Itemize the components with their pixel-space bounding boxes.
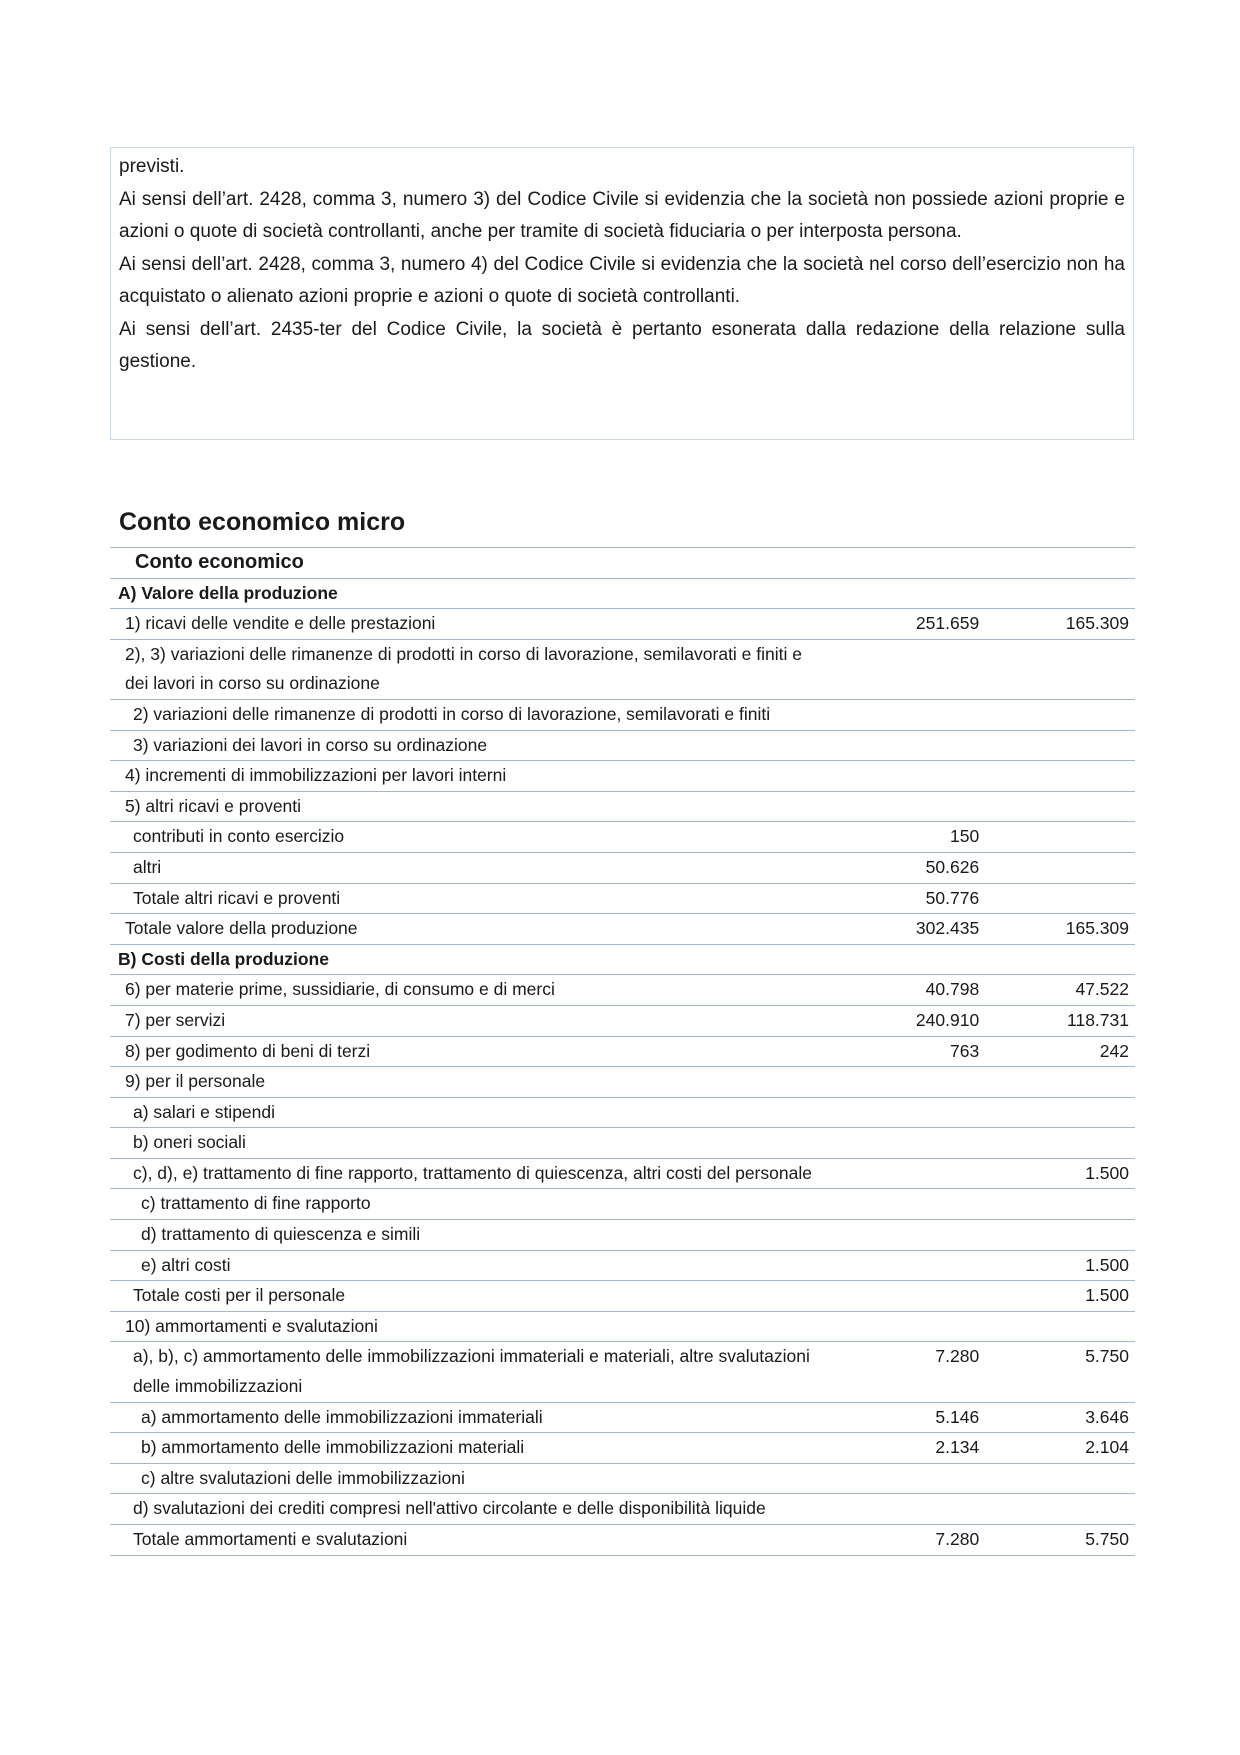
row-label: 4) incrementi di immobilizzazioni per lavori interni — [110, 761, 835, 792]
row-value-previous: 5.750 — [985, 1525, 1135, 1556]
row-value-previous — [985, 1189, 1135, 1220]
row-label: a) ammortamento delle immobilizzazioni immateriali — [110, 1402, 835, 1433]
row-value-previous — [985, 944, 1135, 975]
row-value-previous: 242 — [985, 1036, 1135, 1067]
row-value-previous — [985, 639, 1135, 699]
table-row — [110, 1494, 1135, 1525]
row-label: B) Costi della produzione — [110, 944, 835, 975]
row-value-current — [835, 761, 985, 792]
row-value-previous — [985, 730, 1135, 761]
row-value-previous — [985, 1311, 1135, 1342]
row-value-current — [835, 791, 985, 822]
row-label: c) trattamento di fine rapporto — [110, 1189, 835, 1220]
row-value-previous — [985, 578, 1135, 609]
table-row — [110, 639, 1135, 699]
row-label: 2) variazioni delle rimanenze di prodotti in corso di lavorazione, semilavorati e finiti — [110, 699, 835, 730]
table-row — [110, 883, 1135, 914]
row-value-current: 50.626 — [835, 852, 985, 883]
table-row — [110, 1342, 1135, 1402]
row-label: altri — [110, 852, 835, 883]
row-label: 9) per il personale — [110, 1067, 835, 1098]
section-title: Conto economico micro — [119, 508, 406, 536]
table-row — [110, 1525, 1135, 1556]
row-value-current: 40.798 — [835, 975, 985, 1006]
row-value-current — [835, 730, 985, 761]
row-value-previous — [985, 1494, 1135, 1525]
paragraph: Ai sensi dell’art. 2428, comma 3, numero 3) del Codice Civile si evidenzia che la società non possiede azioni proprie e azioni o quote di società controllanti, anche per tramite di società fiduciaria o per interposta persona. — [119, 188, 1125, 242]
row-value-previous — [985, 1220, 1135, 1251]
table-row — [110, 791, 1135, 822]
table-row — [110, 1189, 1135, 1220]
row-label: d) svalutazioni dei crediti compresi nell'attivo circolante e delle disponibilità liquide — [110, 1494, 835, 1525]
row-label: e) altri costi — [110, 1250, 835, 1281]
table-header: Conto economico — [110, 548, 835, 579]
row-label: 10) ammortamenti e svalutazioni — [110, 1311, 835, 1342]
table-row — [110, 1463, 1135, 1494]
row-label: 6) per materie prime, sussidiarie, di consumo e di merci — [110, 975, 835, 1006]
row-label: b) ammortamento delle immobilizzazioni materiali — [110, 1433, 835, 1464]
row-label: Totale valore della produzione — [110, 914, 835, 945]
income-statement-table — [110, 547, 1135, 1556]
row-label: 2), 3) variazioni delle rimanenze di prodotti in corso di lavorazione, semilavorati e finiti e dei lavori in corso su ordinazione — [110, 639, 835, 699]
row-label: d) trattamento di quiescenza e simili — [110, 1220, 835, 1251]
row-label: Totale ammortamenti e svalutazioni — [110, 1525, 835, 1556]
row-value-current — [835, 1128, 985, 1159]
table-row — [110, 761, 1135, 792]
row-value-current — [835, 1311, 985, 1342]
row-value-current: 50.776 — [835, 883, 985, 914]
table-row — [110, 1128, 1135, 1159]
row-value-current — [835, 1220, 985, 1251]
table-row — [110, 975, 1135, 1006]
table-row — [110, 914, 1135, 945]
table-header-row — [110, 548, 1135, 579]
row-label: a) salari e stipendi — [110, 1097, 835, 1128]
table-row — [110, 944, 1135, 975]
notes-text-box — [110, 147, 1134, 440]
row-label: 7) per servizi — [110, 1005, 835, 1036]
row-value-previous — [985, 761, 1135, 792]
row-value-current: 150 — [835, 822, 985, 853]
row-label: Totale costi per il personale — [110, 1281, 835, 1312]
row-value-current — [835, 1189, 985, 1220]
row-value-current: 5.146 — [835, 1402, 985, 1433]
row-value-current — [835, 1463, 985, 1494]
row-value-current — [835, 1250, 985, 1281]
row-value-current: 763 — [835, 1036, 985, 1067]
row-label: Totale altri ricavi e proventi — [110, 883, 835, 914]
row-label: contributi in conto esercizio — [110, 822, 835, 853]
row-label: 1) ricavi delle vendite e delle prestazioni — [110, 609, 835, 640]
row-value-current — [835, 639, 985, 699]
row-label: a), b), c) ammortamento delle immobilizzazioni immateriali e materiali, altre svalutazioni delle immobilizzazioni — [110, 1342, 835, 1402]
row-label: 8) per godimento di beni di terzi — [110, 1036, 835, 1067]
table-row — [110, 822, 1135, 853]
table-row — [110, 1067, 1135, 1098]
row-label: 3) variazioni dei lavori in corso su ordinazione — [110, 730, 835, 761]
row-value-previous — [985, 1463, 1135, 1494]
table-row — [110, 1158, 1135, 1189]
row-value-previous: 3.646 — [985, 1402, 1135, 1433]
table-row — [110, 1281, 1135, 1312]
row-value-current: 7.280 — [835, 1342, 985, 1402]
row-value-current: 240.910 — [835, 1005, 985, 1036]
row-value-previous: 1.500 — [985, 1158, 1135, 1189]
row-label: c), d), e) trattamento di fine rapporto, trattamento di quiescenza, altri costi del personale — [110, 1158, 835, 1189]
paragraph: Ai sensi dell’art. 2428, comma 3, numero 4) del Codice Civile si evidenzia che la società nel corso dell’esercizio non ha acquistato o alienato azioni proprie e azioni o quote di società controllanti. — [119, 253, 1125, 307]
row-value-previous: 2.104 — [985, 1433, 1135, 1464]
row-value-previous: 165.309 — [985, 609, 1135, 640]
row-value-previous — [985, 791, 1135, 822]
row-value-previous: 47.522 — [985, 975, 1135, 1006]
row-value-previous — [985, 852, 1135, 883]
table-row — [110, 1220, 1135, 1251]
row-value-previous: 1.500 — [985, 1281, 1135, 1312]
row-value-current — [835, 1067, 985, 1098]
table-row — [110, 1005, 1135, 1036]
row-value-current — [835, 1158, 985, 1189]
row-label: A) Valore della produzione — [110, 578, 835, 609]
paragraph: previsti. — [119, 156, 185, 177]
row-value-previous — [985, 1097, 1135, 1128]
table-row — [110, 1402, 1135, 1433]
row-value-previous — [985, 699, 1135, 730]
table-row — [110, 1311, 1135, 1342]
table-row — [110, 1097, 1135, 1128]
row-value-current: 302.435 — [835, 914, 985, 945]
table-row — [110, 730, 1135, 761]
table-row — [110, 1250, 1135, 1281]
table-row — [110, 852, 1135, 883]
row-label: b) oneri sociali — [110, 1128, 835, 1159]
table-row — [110, 699, 1135, 730]
row-value-current — [835, 1281, 985, 1312]
row-value-previous: 118.731 — [985, 1005, 1135, 1036]
row-value-current: 7.280 — [835, 1525, 985, 1556]
row-value-current — [835, 578, 985, 609]
row-label: c) altre svalutazioni delle immobilizzazioni — [110, 1463, 835, 1494]
row-value-previous: 165.309 — [985, 914, 1135, 945]
row-value-current: 2.134 — [835, 1433, 985, 1464]
row-value-current — [835, 699, 985, 730]
row-value-current — [835, 1494, 985, 1525]
paragraph: Ai sensi dell’art. 2435-ter del Codice Civile, la società è pertanto esonerata dalla redazione della relazione sulla gestione. — [119, 318, 1125, 372]
row-value-previous — [985, 1067, 1135, 1098]
row-value-previous — [985, 1128, 1135, 1159]
row-value-previous — [985, 822, 1135, 853]
table-row — [110, 578, 1135, 609]
row-value-previous: 5.750 — [985, 1342, 1135, 1402]
row-value-current: 251.659 — [835, 609, 985, 640]
row-value-current — [835, 944, 985, 975]
row-value-current — [835, 1097, 985, 1128]
row-value-previous: 1.500 — [985, 1250, 1135, 1281]
table-row — [110, 1433, 1135, 1464]
row-label: 5) altri ricavi e proventi — [110, 791, 835, 822]
table-row — [110, 1036, 1135, 1067]
table-row — [110, 609, 1135, 640]
row-value-previous — [985, 883, 1135, 914]
